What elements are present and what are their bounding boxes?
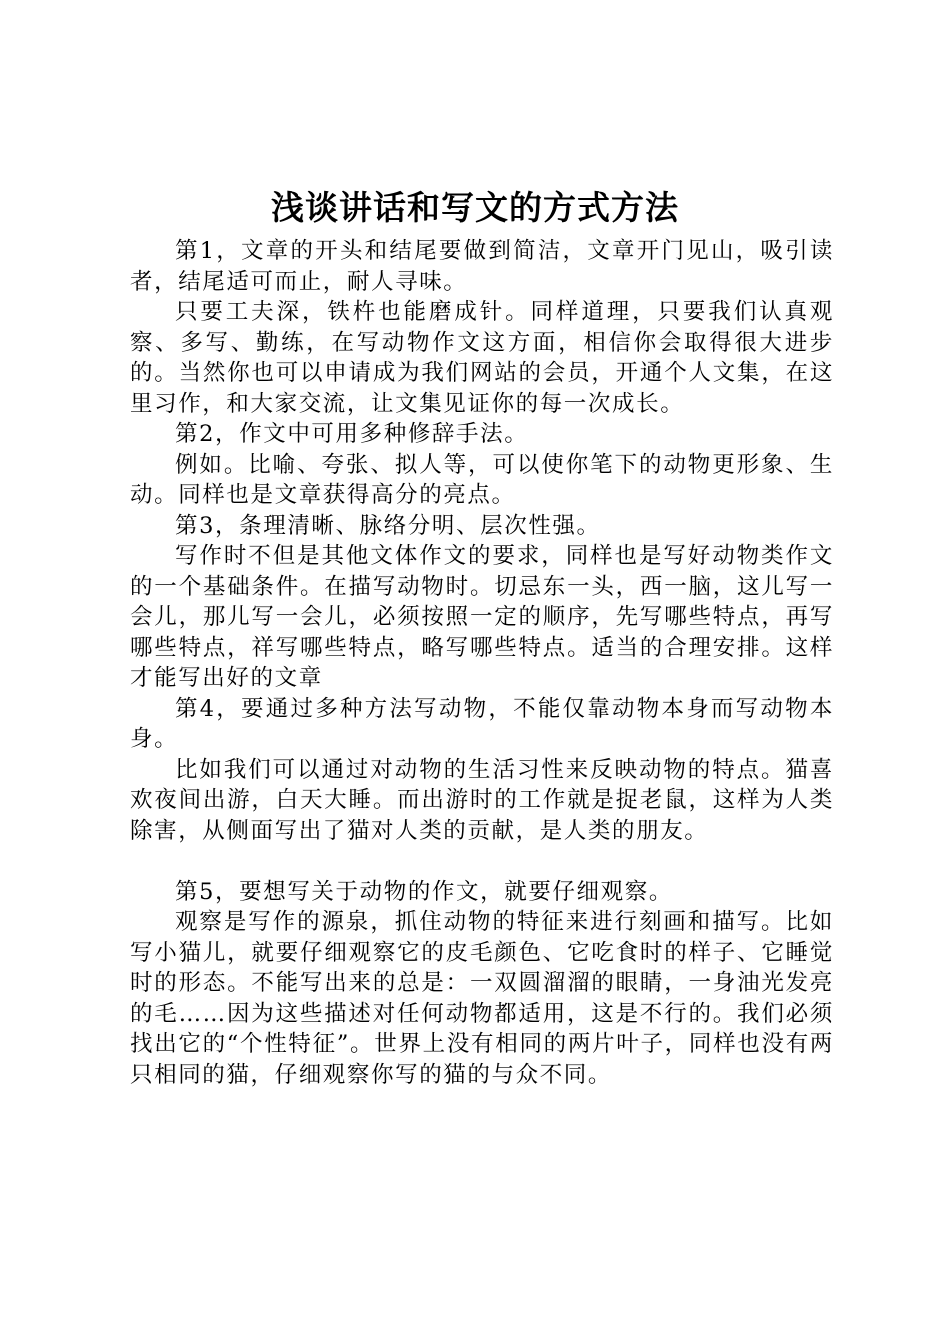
paragraph-spacer	[130, 846, 834, 877]
document-body	[130, 236, 834, 1090]
paragraph-6: 写作时不但是其他文体作文的要求，同样也是写好动物类作文的一个基础条件。在描写动物时。切忌东一头，西一脑，这儿写一会儿，那儿写一会儿，必须按照一定的顺序，先写哪些特点，再写哪些特点，祥写哪些特点，略写哪些特点。适当的合理安排。这样才能写出好的文章	[130, 543, 834, 691]
paragraph-8: 比如我们可以通过对动物的生活习性来反映动物的特点。猫喜欢夜间出游，白天大睡。而出游时的工作就是捉老鼠，这样为人类除害，从侧面写出了猫对人类的贡献，是人类的朋友。	[130, 756, 834, 844]
paragraph-10: 观察是写作的源泉，抓住动物的特征来进行刻画和描写。比如写小猫儿，就要仔细观察它的皮毛颜色、它吃食时的样子、它睡觉时的形态。不能写出来的总是：一双圆溜溜的眼睛，一身油光发亮的毛……因为这些描述对任何动物都适用，这是不行的。我们必须找出它的“个性特征”。世界上没有相同的两片叶子，同样也没有两只相同的猫，仔细观察你写的猫的与众不同。	[130, 909, 834, 1088]
paragraph-7: 第4，要通过多种方法写动物，不能仅靠动物本身而写动物本身。	[130, 695, 834, 752]
paragraph-9: 第5，要想写关于动物的作文，就要仔细观察。	[175, 878, 673, 905]
paragraph-4: 例如。比喻、夸张、拟人等，可以使你笔下的动物更形象、生动。同样也是文章获得高分的亮点。	[130, 451, 834, 508]
document-title: 浅谈讲话和写文的方式方法	[271, 188, 679, 227]
paragraph-5: 第3，条理清晰、脉络分明、层次性强。	[175, 512, 601, 539]
paragraph-1: 第1，文章的开头和结尾要做到简洁，文章开门见山，吸引读者，结尾适可而止，耐人寻味。	[130, 238, 834, 295]
paragraph-2: 只要工夫深，铁杵也能磨成针。同样道理，只要我们认真观察、多写、勤练，在写动物作文这方面，相信你会取得很大进步的。当然你也可以申请成为我们网站的会员，开通个人文集，在这里习作，和大家交流，让文集见证你的每一次成长。	[130, 299, 834, 417]
paragraph-3: 第2，作文中可用多种修辞手法。	[175, 421, 529, 447]
